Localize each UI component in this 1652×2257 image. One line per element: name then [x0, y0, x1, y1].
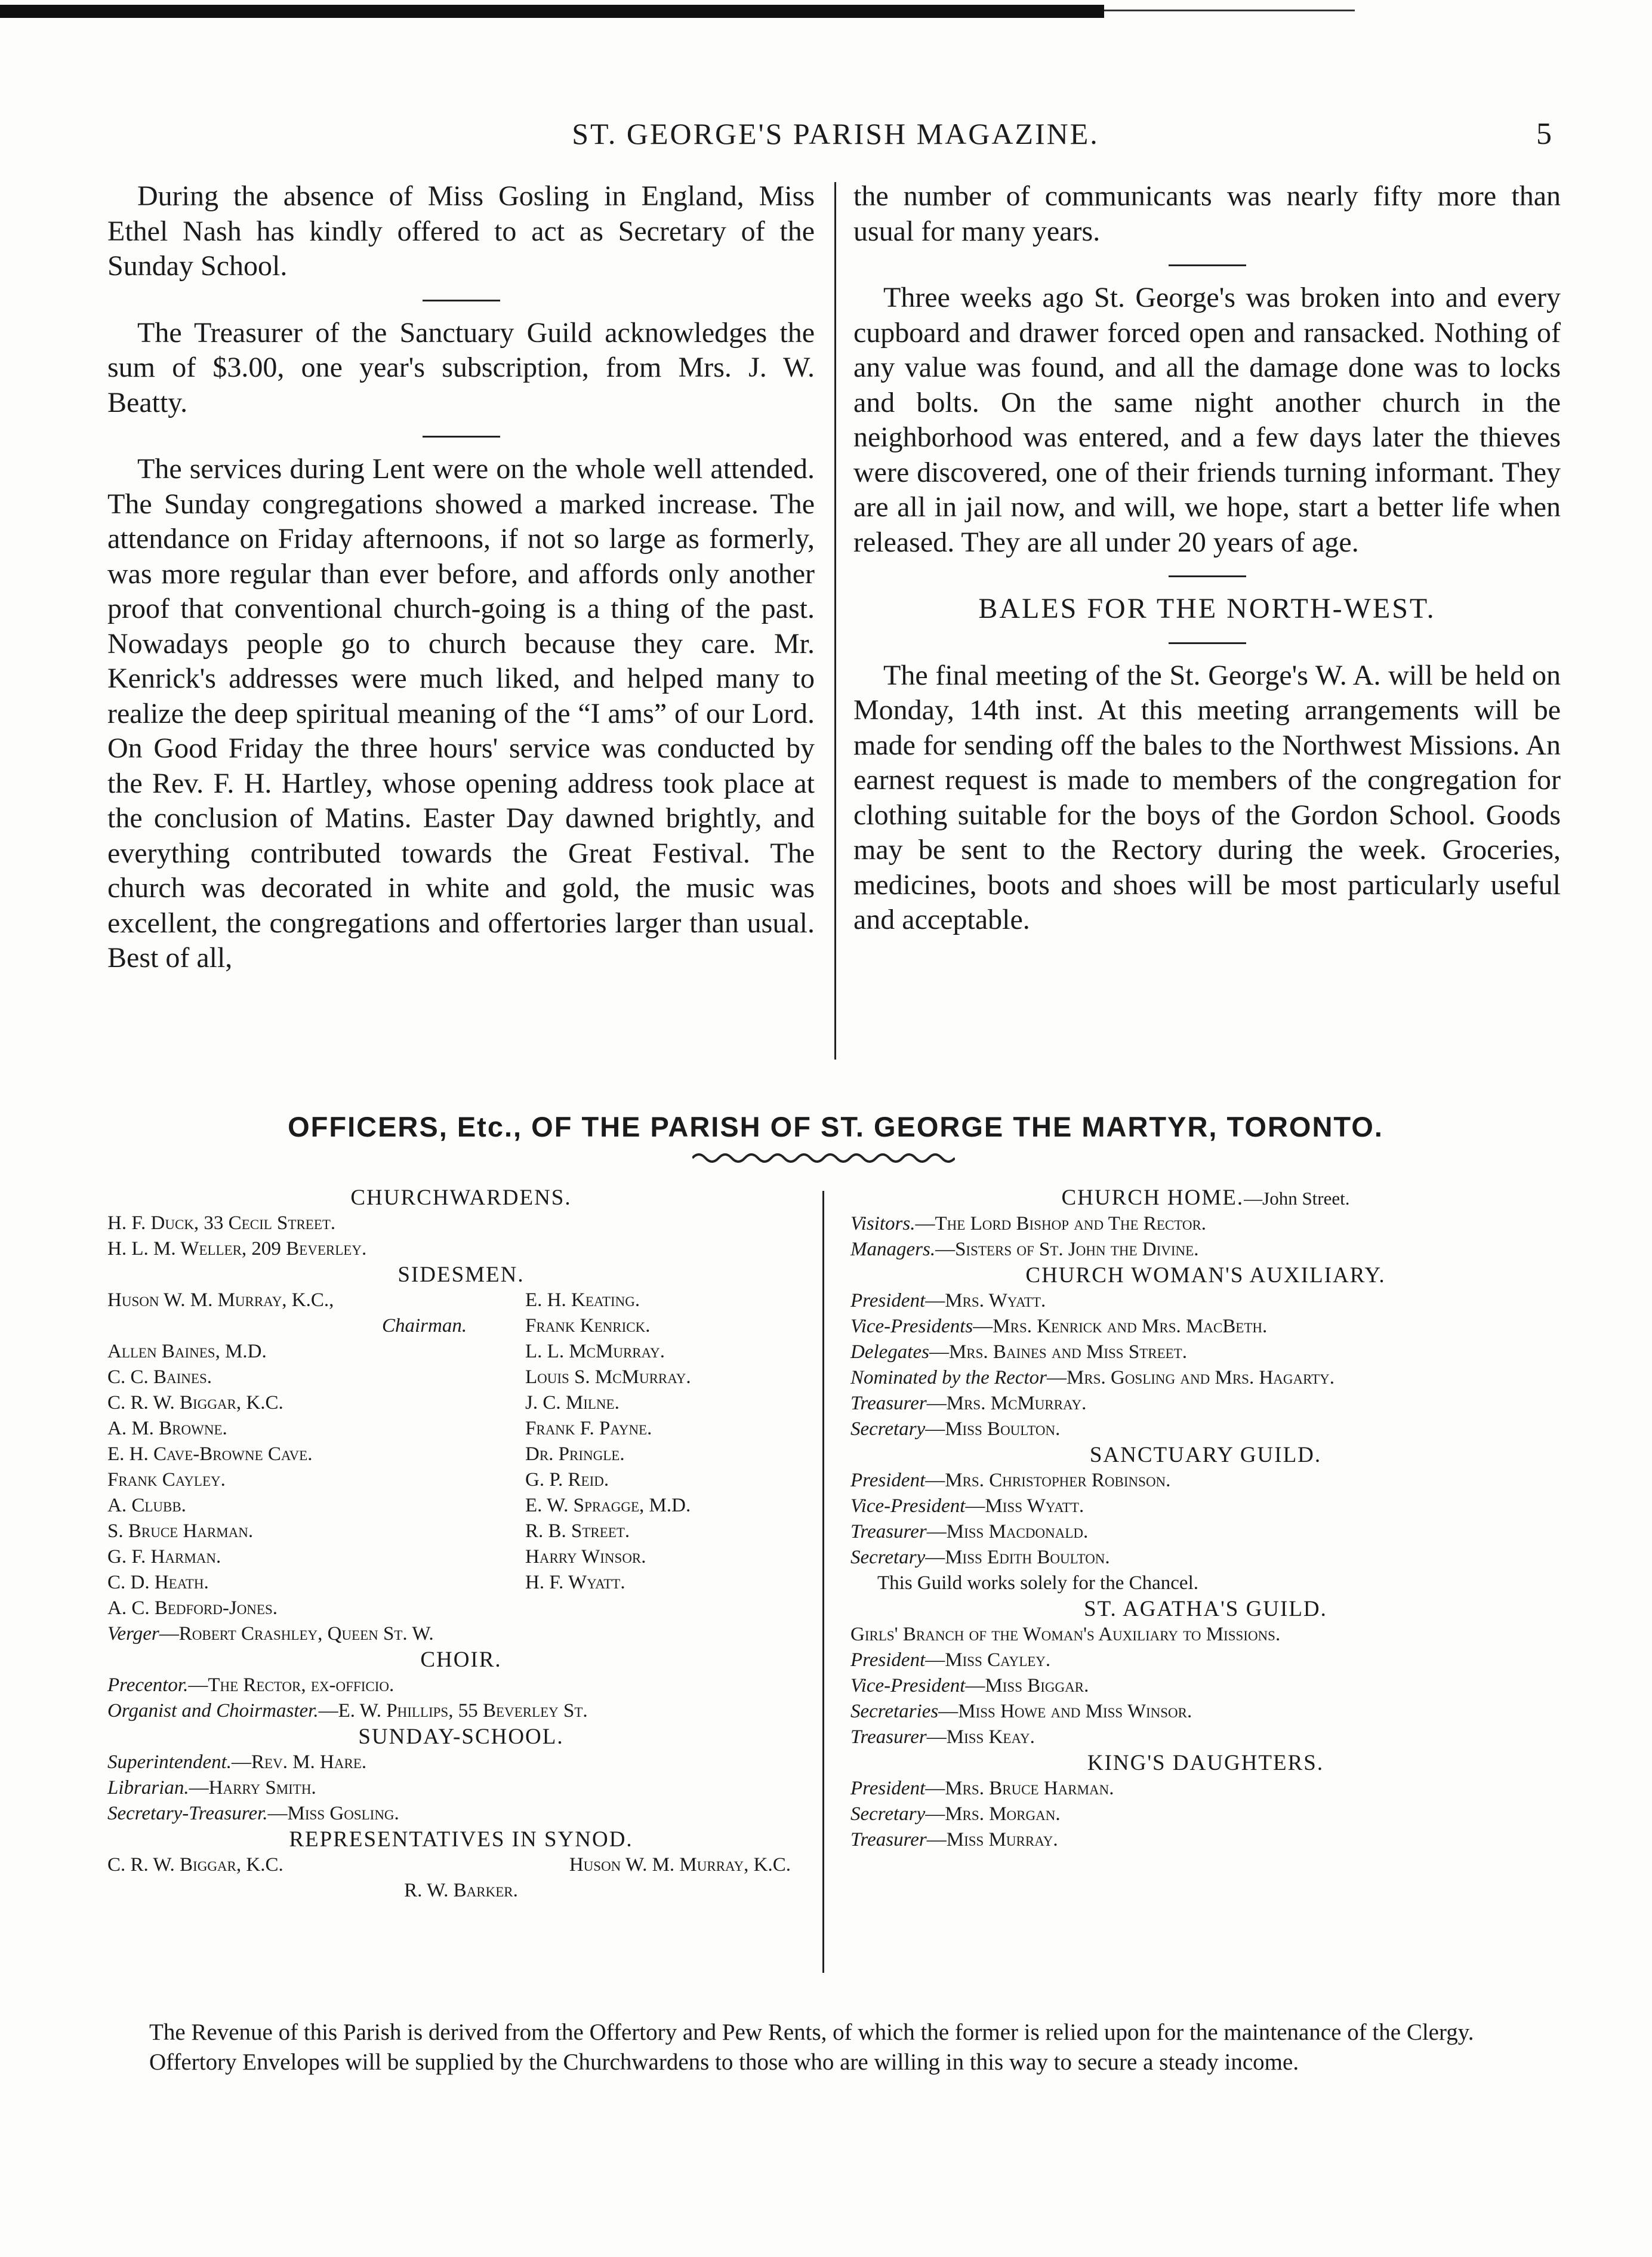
ag-president-name: —Miss Cayley. — [925, 1649, 1051, 1671]
sg-note: This Guild works solely for the Chancel. — [877, 1572, 1198, 1594]
librarian-role: Librarian. — [107, 1777, 189, 1799]
envelopes-note: Offertory Envelopes will be supplied by the Churchwardens to those who are willing in this way to secure a steady income. — [149, 2049, 1299, 2075]
sidesman-entry: L. L. McMurray. — [525, 1341, 665, 1362]
superintendent-role: Superintendent. — [107, 1751, 232, 1773]
sidesmen-heading: SIDESMEN. — [397, 1263, 525, 1287]
officers-title: OFFICERS, Etc., OF THE PARISH OF ST. GEORGE THE MARTYR, TORONTO. — [288, 1111, 1383, 1143]
page-number: 5 — [1536, 117, 1552, 151]
secretary-treasurer-role: Secretary-Treasurer. — [107, 1803, 268, 1824]
choir-heading: CHOIR. — [420, 1648, 502, 1672]
kd-secretary-entry — [850, 1802, 1561, 1827]
sidesman-entry: E. H. Cave-Browne Cave. — [107, 1443, 313, 1465]
superintendent-name: —Rev. M. Hare. — [232, 1751, 367, 1773]
ag-secretaries-name: —Miss Howe and Miss Winsor. — [938, 1701, 1192, 1722]
revenue-footer — [107, 2018, 1564, 2077]
synod-rep: Huson W. M. Murray, K.C. — [569, 1854, 791, 1876]
sanctuary-guild-notice: The Treasurer of the Sanctuary Guild acknowledges the sum of $3.00, one year's subscription, from Mrs. J. W. Beatty. — [107, 316, 815, 418]
sidesman-entry: E. H. Keating. — [525, 1289, 640, 1311]
sunday-school-notice: During the absence of Miss Gosling in England, Miss Ethel Nash has kindly offered to act as Secretary of the Sunday School. — [107, 180, 815, 282]
organist-entry — [107, 1698, 815, 1724]
ag-treasurer-name: —Miss Keay. — [926, 1726, 1035, 1748]
officers-column-divider — [822, 1191, 824, 1973]
revenue-note: The Revenue of this Parish is derived from the Offertory and Pew Rents, of which the former is relied upon for the maintenance of the Clergy. — [149, 2019, 1474, 2045]
sidesmen-list — [107, 1288, 815, 1621]
bales-heading: BALES FOR THE NORTH-WEST. — [978, 593, 1436, 624]
sidesman-entry: C. R. W. Biggar, K.C. — [107, 1392, 283, 1414]
sanctuary-guild-heading: SANCTUARY GUILD. — [1089, 1443, 1322, 1467]
separator-rule — [1169, 642, 1246, 644]
wa-treasurer-entry — [850, 1391, 1561, 1417]
sidesman-entry: A. M. Browne. — [107, 1418, 227, 1439]
bales-article: The final meeting of the St. George's W. A. will be held on Monday, 14th inst. At this meeting arrangements will be made for sending off the bales to the Northwest Missions. An earnest request is made to members of the congregation for clothing suitable for the boys of the Gordon School. Goods may be sent to the Rectory during the week. Groceries, medicines, boots and shoes will be most particularly useful and acceptable. — [853, 659, 1561, 935]
sg-president-entry — [850, 1468, 1561, 1494]
wa-vp-entry — [850, 1314, 1561, 1340]
ag-president-entry — [850, 1648, 1561, 1673]
managers-name: —Sisters of St. John the Divine. — [935, 1239, 1199, 1260]
churchwardens-heading: CHURCHWARDENS. — [350, 1186, 572, 1210]
sg-secretary-name: —Miss Edith Boulton. — [925, 1547, 1110, 1568]
visitors-role: Visitors. — [850, 1213, 916, 1234]
sidesman-entry: C. D. Heath. — [107, 1572, 209, 1593]
kd-president-role: President — [850, 1778, 926, 1799]
wa-nominated-name: —Mrs. Gosling and Mrs. Hagarty. — [1047, 1367, 1334, 1388]
wa-secretary-entry — [850, 1417, 1561, 1442]
separator-rule — [1169, 575, 1246, 577]
wa-treasurer-name: —Mrs. McMurray. — [926, 1393, 1087, 1414]
kd-president-name: —Mrs. Bruce Harman. — [925, 1778, 1114, 1799]
wa-president-role: President — [850, 1290, 926, 1311]
verger-entry — [107, 1621, 815, 1647]
officers-right-column — [850, 1185, 1561, 1853]
separator-rule — [1169, 264, 1246, 266]
church-home-heading — [850, 1185, 1561, 1211]
wa-vp-role: Vice-Presidents — [850, 1316, 973, 1337]
church-home-title: CHURCH HOME. — [1061, 1186, 1244, 1210]
communicants-continuation: the number of communicants was nearly fifty more than usual for many years. — [853, 180, 1561, 247]
precentor-name: —The Rector, ex-officio. — [188, 1674, 394, 1696]
sidesmen-column-1 — [107, 1288, 525, 1621]
kd-treasurer-name: —Miss Murray. — [926, 1829, 1058, 1850]
managers-role: Managers. — [850, 1239, 936, 1260]
precentor-entry — [107, 1673, 815, 1698]
wa-president-name: —Mrs. Wyatt. — [925, 1290, 1046, 1311]
womans-auxiliary-heading: CHURCH WOMAN'S AUXILIARY. — [1025, 1263, 1386, 1288]
page-header — [107, 116, 1564, 164]
top-border-rule — [0, 5, 1104, 18]
church-home-address: —John Street. — [1244, 1188, 1350, 1209]
churchwarden-entry: H. L. M. Weller, 209 Beverley. — [107, 1238, 367, 1260]
wa-nominated-role: Nominated by the Rector — [850, 1367, 1047, 1388]
separator-rule — [423, 436, 500, 438]
kd-president-entry — [850, 1776, 1561, 1802]
synod-rep: C. R. W. Biggar, K.C. — [107, 1854, 283, 1876]
sg-vp-role: Vice-President — [850, 1495, 966, 1517]
kd-secretary-role: Secretary — [850, 1803, 926, 1825]
sidesmen-column-2 — [525, 1288, 812, 1621]
kings-daughters-heading: KING'S DAUGHTERS. — [1087, 1751, 1324, 1775]
sidesman-entry: S. Bruce Harman. — [107, 1520, 254, 1542]
wa-vp-name: —Mrs. Kenrick and Mrs. MacBeth. — [973, 1316, 1268, 1337]
verger-role: Verger — [107, 1623, 159, 1645]
sidesman-entry: C. C. Baines. — [107, 1366, 212, 1388]
sidesman-entry: Frank F. Payne. — [525, 1418, 652, 1439]
ag-vp-role: Vice-President — [850, 1675, 966, 1696]
officers-left-column — [107, 1185, 815, 1904]
lent-services-article: The services during Lent were on the whole well attended. The Sunday congregations showed a marked increase. The attendance on Friday afternoons, if not so large as formerly, was more regular than ever before, and affords only another proof that conventional church-going is a thing of the past. Nowadays people go to church because they care. Mr. Kenrick's addresses were much liked, and helped many to realize the deep spiritual meaning of the “I ams” of our Lord. On Good Friday the three hours' service was conducted by the Rev. F. H. Hartley, whose opening address took place at the conclusion of Matins. Easter Day dawned brightly, and everything contributed towards the Great Festival. The church was decorated in white and gold, the music was excellent, the congregations and offertories larger than usual. Best of all, — [107, 453, 815, 974]
sidesman-entry: Frank Cayley. — [107, 1469, 226, 1491]
precentor-role: Precentor. — [107, 1674, 189, 1696]
wa-delegates-role: Delegates — [850, 1341, 929, 1363]
agathas-guild-heading: ST. AGATHA'S GUILD. — [1084, 1597, 1327, 1621]
right-article-column — [853, 179, 1561, 938]
secretary-treasurer-name: —Miss Gosling. — [267, 1803, 399, 1824]
sunday-school-heading: SUNDAY-SCHOOL. — [358, 1725, 564, 1749]
ag-secretaries-role: Secretaries — [850, 1701, 939, 1722]
churchwarden-entry: H. F. Duck, 33 Cecil Street. — [107, 1212, 336, 1234]
sidesman-entry: R. B. Street. — [525, 1520, 630, 1542]
chairman-label: Chairman. — [382, 1315, 467, 1337]
kd-treasurer-entry — [850, 1827, 1561, 1853]
sg-president-role: President — [850, 1470, 926, 1491]
sidesman-entry: Louis S. McMurray. — [525, 1366, 691, 1388]
synod-representatives — [107, 1852, 815, 1878]
wa-nominated-entry — [850, 1365, 1561, 1391]
sidesman-entry: Dr. Pringle. — [525, 1443, 625, 1465]
ag-president-role: President — [850, 1649, 926, 1671]
sidesman-entry: G. P. Reid. — [525, 1469, 609, 1491]
kd-secretary-name: —Mrs. Morgan. — [925, 1803, 1061, 1825]
visitors-name: —The Lord Bishop and The Rector. — [915, 1213, 1207, 1234]
wa-treasurer-role: Treasurer — [850, 1393, 927, 1414]
sg-treasurer-role: Treasurer — [850, 1521, 927, 1542]
managers-entry — [850, 1237, 1561, 1263]
sg-vp-entry — [850, 1494, 1561, 1519]
sg-treasurer-name: —Miss Macdonald. — [926, 1521, 1089, 1542]
ag-treasurer-role: Treasurer — [850, 1726, 927, 1748]
sidesman-entry: H. F. Wyatt. — [525, 1572, 625, 1593]
sg-president-name: —Mrs. Christopher Robinson. — [925, 1470, 1171, 1491]
secretary-treasurer-entry — [107, 1801, 815, 1827]
wa-delegates-entry — [850, 1340, 1561, 1365]
separator-rule — [423, 300, 500, 301]
librarian-name: —Harry Smith. — [189, 1777, 316, 1799]
sg-treasurer-entry — [850, 1519, 1561, 1545]
column-divider — [834, 182, 836, 1060]
sidesman-entry: J. C. Milne. — [525, 1392, 620, 1414]
synod-heading: REPRESENTATIVES IN SYNOD. — [289, 1827, 633, 1852]
wa-president-entry — [850, 1288, 1561, 1314]
sidesman-entry: Huson W. M. Murray, K.C., — [107, 1289, 334, 1311]
sidesman-entry: Allen Baines, M.D. — [107, 1341, 267, 1362]
wa-secretary-name: —Miss Boulton. — [925, 1418, 1061, 1440]
ag-treasurer-entry — [850, 1725, 1561, 1750]
sidesman-entry: A. C. Bedford-Jones. — [107, 1597, 278, 1619]
sidesman-entry: A. Clubb. — [107, 1495, 186, 1516]
organist-role: Organist and Choirmaster. — [107, 1700, 319, 1722]
sidesman-entry: Frank Kenrick. — [525, 1315, 651, 1337]
organist-name: —E. W. Phillips, 55 Beverley St. — [318, 1700, 588, 1722]
ag-secretaries-entry — [850, 1699, 1561, 1725]
librarian-entry — [107, 1775, 815, 1801]
sidesman-entry: E. W. Spragge, M.D. — [525, 1495, 691, 1516]
break-in-article: Three weeks ago St. George's was broken into and every cupboard and drawer forced open and ransacked. Nothing of any value was found, and all the damage done was to locks and bolts. On the same night another church in the neighborhood was entered, and a few days later the thieves were discovered, one of their friends turning informant. They are all in jail now, and will, we hope, start a better life when released. They are all under 20 years of age. — [853, 282, 1561, 558]
sidesman-entry: G. F. Harman. — [107, 1546, 221, 1568]
ag-vp-entry — [850, 1673, 1561, 1699]
superintendent-entry — [107, 1750, 815, 1775]
top-border-rule-thin — [1104, 10, 1355, 11]
sg-secretary-role: Secretary — [850, 1547, 926, 1568]
visitors-entry — [850, 1211, 1561, 1237]
wa-secretary-role: Secretary — [850, 1418, 926, 1440]
decorative-wave-rule — [692, 1149, 955, 1167]
sg-secretary-entry — [850, 1545, 1561, 1571]
kd-treasurer-role: Treasurer — [850, 1829, 927, 1850]
synod-rep: R. W. Barker. — [404, 1880, 518, 1901]
ag-vp-name: —Miss Biggar. — [965, 1675, 1089, 1696]
sidesman-entry: Harry Winsor. — [525, 1546, 646, 1568]
wa-delegates-name: —Mrs. Baines and Miss Street. — [929, 1341, 1187, 1363]
agathas-guild-subtitle: Girls' Branch of the Woman's Auxiliary to Missions. — [850, 1624, 1281, 1645]
sg-vp-name: —Miss Wyatt. — [965, 1495, 1084, 1517]
verger-name: —Robert Crashley, Queen St. W. — [159, 1623, 434, 1645]
magazine-title: ST. GEORGE'S PARISH MAGAZINE. — [572, 117, 1099, 150]
left-article-column — [107, 179, 815, 976]
